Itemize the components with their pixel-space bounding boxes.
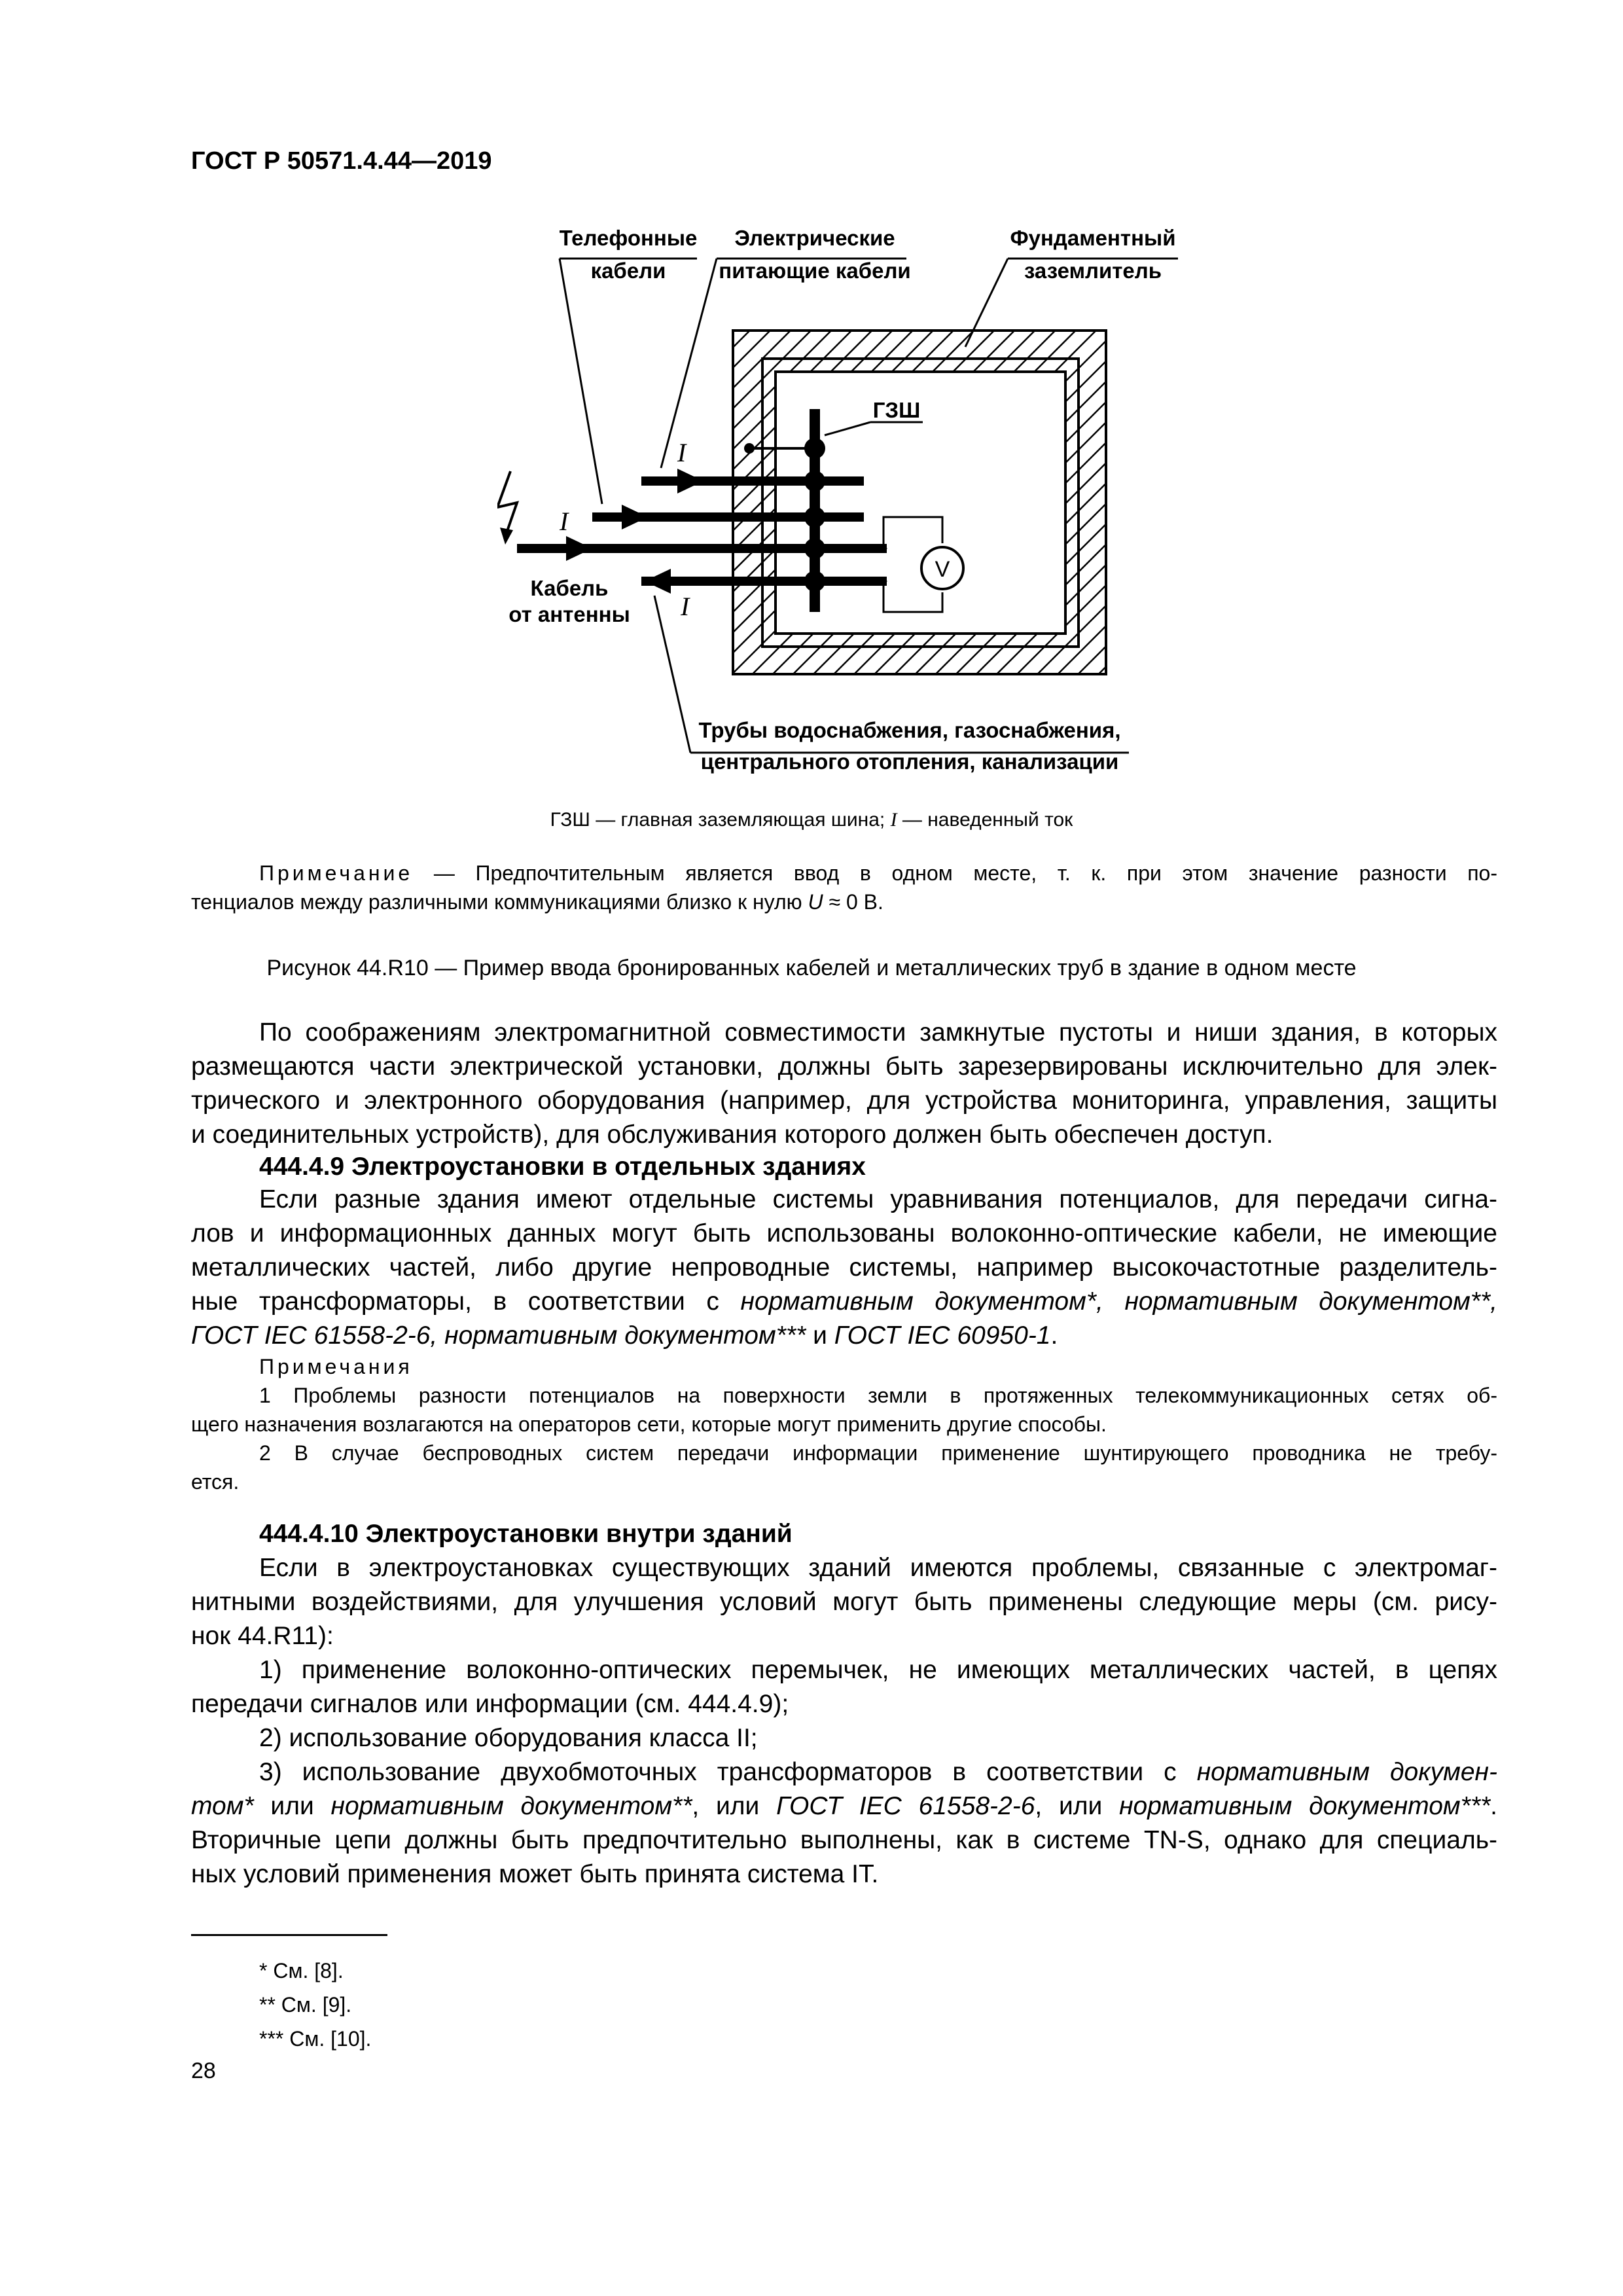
section-heading-444-4-10: 444.4.10 Электроустановки внутри зданий [259, 1520, 793, 1548]
section-heading-444-4-9: 444.4.9 Электроустановки в отдельных зданиях [259, 1153, 866, 1181]
paragraph-1: По соображениям электромагнитной совместимости замкнутые пустоты и ниши здания, в которых размещаются части электрической установки, должны быть зарезервированы исключительно для элек- трического и электронного оборудования (например, для устройства мониторинга, управления, защиты и соединительных устройств), для обслуживания которого должен быть обеспечен доступ. [191, 1018, 1497, 1149]
figure-caption: Рисунок 44.R10 — Пример ввода бронированных кабелей и металлических труб в здание в одном месте [266, 956, 1357, 980]
current-label-3: I [681, 592, 690, 621]
label-foundation-2: заземлитель [1024, 259, 1162, 283]
lightning-icon [497, 471, 517, 537]
current-label-1: I [677, 438, 687, 467]
label-antenna-2: от антенны [508, 602, 630, 626]
notes-block: Примечания 1 Проблемы разности потенциалов на поверхности земли в протяженных телекоммуникационных сетях об- щего назначения возлагаются на операторов сети, которые могут применить другие способы. 2 В случае беспроводных систем передачи информации применение шунтирующего проводника не требу- ется. [191, 1355, 1497, 1494]
footnotes [259, 1954, 371, 2056]
label-phone-1: Телефонные [559, 226, 698, 250]
voltmeter-label: V [935, 557, 950, 582]
label-gzsh: ГЗШ [872, 398, 921, 422]
label-pipes-2: центрального отопления, канализации [700, 749, 1119, 774]
list-item-2: 2) использование оборудования класса II; [259, 1724, 758, 1752]
label-antenna-1: Кабель [530, 576, 609, 600]
list-item-3: 3) использование двухобмоточных трансформаторов в соответствии с нормативным докумен- [259, 1758, 1497, 1786]
paragraph-3: Если в электроустановках существующих зданий имеются проблемы, связанные с электромаг- нитными воздействиями, для улучшения условий могут быть применены следующие меры (см. рису- нок 44.R11): 1) применение волоконно-оптических перемычек, не имеющих металлических частей, в цепях передачи сигналов или информации (см. 444.4.9); 2) использование оборудования класса II; 3) использование двухобмоточных трансформаторов в соответствии с нормативным докумен- том* или нормативным документом**, или ГОСТ IEC 61558-2-6, или нормативным документом***. Вторичные цепи должны быть предпочтительно выполнены, как в системе TN-S, однако для специаль- ных условий применения может быть принята система IT. [191, 1554, 1498, 1888]
label-power-1: Электрические [734, 226, 895, 250]
label-power-2: питающие кабели [719, 259, 911, 283]
list-item-1: 1) применение волоконно-оптических перемычек, не имеющих металлических частей, в цепях [259, 1656, 1497, 1684]
page-number: 28 [191, 2058, 216, 2083]
footnote-2: ** См. [9]. [259, 1993, 352, 2017]
current-label-2: I [560, 507, 569, 536]
footnote-1: * См. [8]. [259, 1959, 344, 1982]
label-phone-2: кабели [590, 259, 666, 283]
note-1: Примечание — Предпочтительным является ввод в одном месте, т. к. при этом значение разности по- тенциалов между различными коммуникациями близко к нулю U ≈ 0 В. [191, 861, 1497, 914]
footnote-separator [191, 1934, 387, 1936]
figure-legend: ГЗШ — главная заземляющая шина; I — наведенный ток [550, 809, 1073, 831]
label-pipes-1: Трубы водоснабжения, газоснабжения, [698, 718, 1121, 742]
paragraph-2: Если разные здания имеют отдельные системы уравнивания потенциалов, для передачи сигна- лов и информационных данных могут быть использованы волоконно-оптические кабели, не имеющие металлических частей, либо другие непроводные системы, например высокочастотные разделитель- ные трансформаторы, в соответствии с нормативным документом*, нормативным документом**, ГОСТ IEC 61558-2-6, нормативным документом*** и ГОСТ IEC 60950-1. [191, 1185, 1497, 1350]
label-foundation-1: Фундаментный [1010, 226, 1176, 250]
footnote-3: *** См. [10]. [259, 2027, 372, 2051]
document-header: ГОСТ Р 50571.4.44—2019 [191, 147, 492, 175]
figure-diagram [497, 216, 1217, 792]
